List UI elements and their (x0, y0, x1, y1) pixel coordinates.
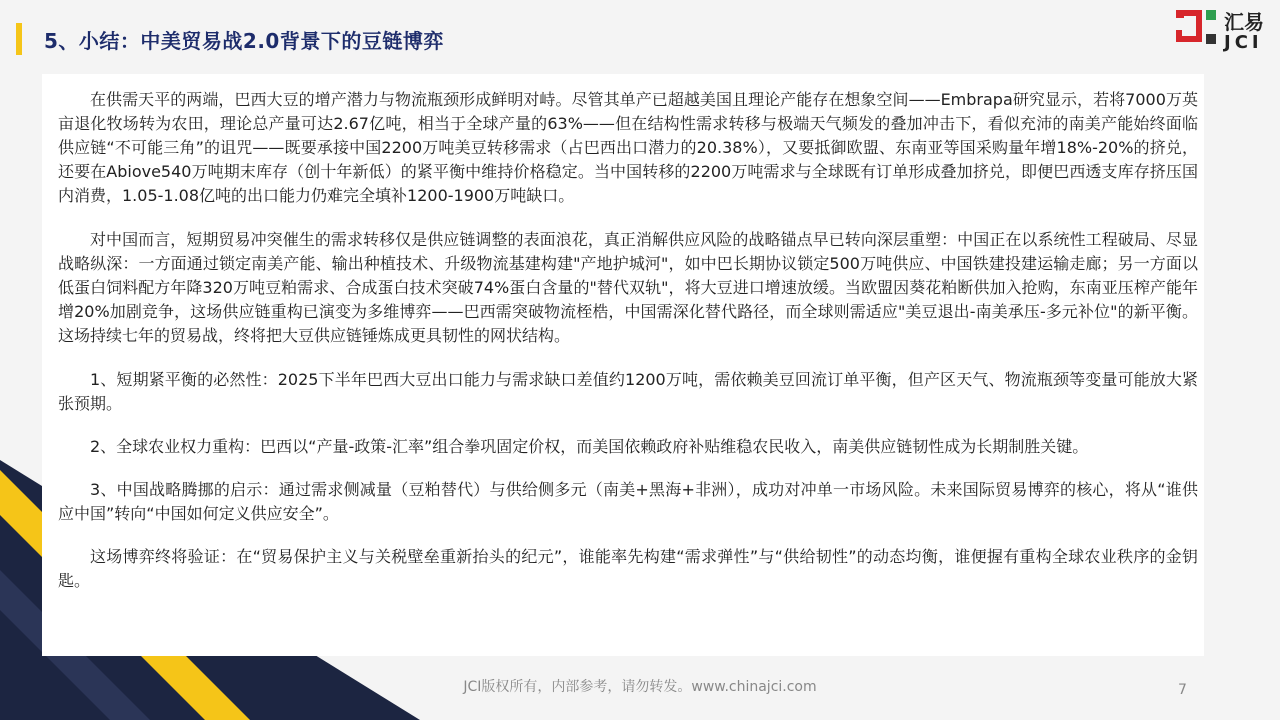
body-text (58, 88, 1198, 613)
paragraph-6: 这场博弈终将验证：在“贸易保护主义与关税壁垒重新抬头的纪元”，谁能率先构建“需求弹性”与“供给韧性”的动态均衡，谁便握有重构全球农业秩序的金钥匙。 (58, 547, 1198, 590)
paragraph-5: 3、中国战略腾挪的启示：通过需求侧减量（豆粕替代）与供给侧多元（南美+黑海+非洲），成功对冲单一市场风险。未来国际贸易博弈的核心，将从“谁供应中国”转向“中国如何定义供应安全”。 (58, 480, 1198, 523)
logo-text-cn: 汇易 (1224, 10, 1264, 34)
title-bar (16, 23, 1036, 57)
paragraph-4: 2、全球农业权力重构：巴西以“产量-政策-汇率”组合拳巩固定价权，而美国依赖政府补贴维稳农民收入，南美供应链韧性成为长期制胜关键。 (90, 437, 1089, 456)
paragraph-3: 1、短期紧平衡的必然性：2025下半年巴西大豆出口能力与需求缺口差值约1200万吨，需依赖美豆回流订单平衡，但产区天气、物流瓶颈等变量可能放大紧张预期。 (58, 370, 1198, 413)
jci-logo (1172, 6, 1272, 52)
page-number: 7 (1178, 682, 1187, 698)
footer-copyright: JCI版权所有，内部参考，请勿转发。www.chinajci.com (463, 679, 817, 695)
paragraph-1: 在供需天平的两端，巴西大豆的增产潜力与物流瓶颈形成鲜明对峙。尽管其单产已超越美国且理论产能存在想象空间——Embrapa研究显示，若将7000万英亩退化牧场转为农田，理论总产量可达2.67亿吨，相当于全球产量的63%——但在结构性需求转移与极端天气频发的叠加冲击下，看似充沛的南美产能始终面临供应链“不可能三角”的诅咒——既要承接中国2200万吨美豆转移需求（占巴西出口潜力的20.38%），又要抵御欧盟、东南亚等国采购量年增18%-20%的挤兑，还要在Abiove540万吨期末库存（创十年新低）的紧平衡中维持价格稳定。当中国转移的2200万吨需求与全球既有订单形成叠加挤兑，即便巴西透支库存挤压国内消费，1.05-1.08亿吨的出口能力仍难完全填补1200-1900万吨缺口。 (58, 90, 1198, 205)
logo-text-en: JCI (1224, 32, 1263, 53)
jci-logo-mark-icon (1172, 6, 1220, 52)
page-title: 5、小结：中美贸易战2.0背景下的豆链博弈 (44, 29, 444, 53)
title-accent-bar (16, 23, 22, 55)
paragraph-2: 对中国而言，短期贸易冲突催生的需求转移仅是供应链调整的表面浪花，真正消解供应风险的战略锚点早已转向深层重塑：中国正在以系统性工程破局、尽显战略纵深：一方面通过锁定南美产能、输出种植技术、升级物流基建构建"产地护城河"，如中巴长期协议锁定500万吨供应、中国铁建投建运输走廊；另一方面以低蛋白饲料配方年降320万吨豆粕需求、合成蛋白技术突破74%蛋白含量的"替代双轨"，将大豆进口增速放缓。当欧盟因葵花粕断供加入抢购，东南亚压榨产能年增20%加剧竞争，这场供应链重构已演变为多维博弈——巴西需突破物流桎梏，中国需深化替代路径，而全球则需适应"美豆退出-南美承压-多元补位"的新平衡。这场持续七年的贸易战，终将把大豆供应链锤炼成更具韧性的网状结构。 (58, 230, 1198, 345)
